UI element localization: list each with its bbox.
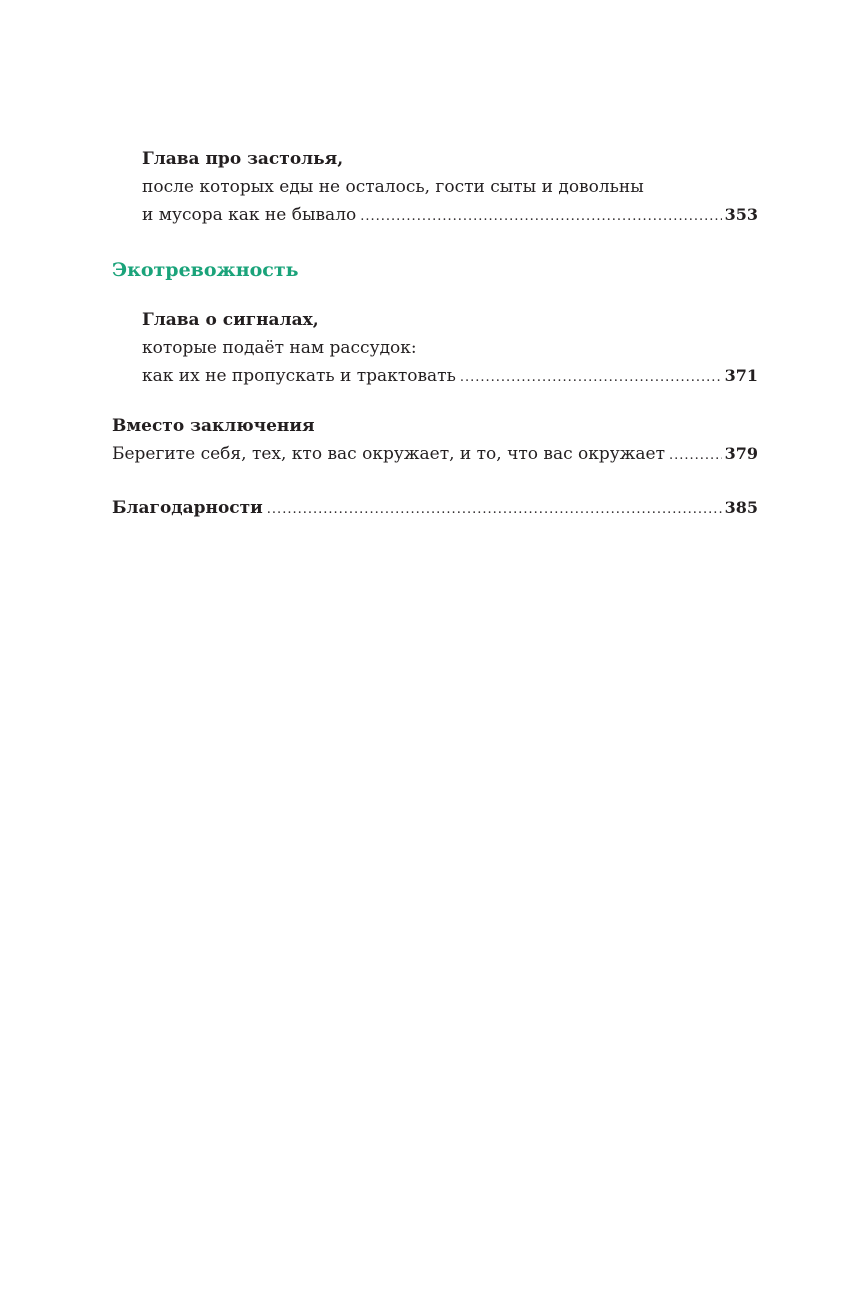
dot-leader	[267, 494, 722, 524]
toc-entry-subtitle-text: как их не пропускать и трактовать	[142, 366, 456, 386]
toc-entry-subtitle-line: которые подаёт нам рассудок:	[142, 338, 417, 358]
toc-entry-conclusion[interactable]	[112, 412, 758, 468]
toc-entry-subtitle-line-last	[112, 362, 758, 390]
toc-entry-feasts[interactable]	[112, 145, 758, 229]
toc-section	[112, 256, 758, 284]
toc-entry-heading: Глава о сигналах,	[142, 310, 319, 330]
toc-entry-subtitle-line-last	[112, 201, 758, 229]
toc-page	[112, 0, 758, 1299]
toc-entry-thanks[interactable]	[112, 494, 758, 522]
dot-leader	[360, 201, 721, 231]
toc-entry-signals[interactable]	[112, 306, 758, 390]
dot-leader	[460, 362, 722, 392]
toc-entry-line	[112, 494, 758, 522]
toc-page-number: 379	[724, 444, 758, 463]
toc-page-number: 371	[724, 366, 758, 385]
dot-leader	[669, 440, 722, 470]
toc-page-number: 353	[724, 205, 758, 224]
toc-page-number: 385	[724, 498, 758, 517]
toc-entry-subtitle-text: и мусора как не бывало	[142, 205, 357, 225]
toc-entry-subtitle-line-last	[112, 440, 758, 468]
toc-entry-subtitle-text: Берегите себя, тех, кто вас окружает, и то, что вас окружает	[112, 444, 665, 464]
toc-entry-subtitle-line: после которых еды не осталось, гости сыты и довольны	[142, 177, 644, 197]
toc-entry-heading: Вместо заключения	[112, 416, 315, 436]
toc-entry-heading: Глава про застолья,	[142, 149, 344, 169]
toc-section-title: Экотревожность	[112, 259, 299, 281]
toc-entry-heading: Благодарности	[112, 498, 263, 518]
